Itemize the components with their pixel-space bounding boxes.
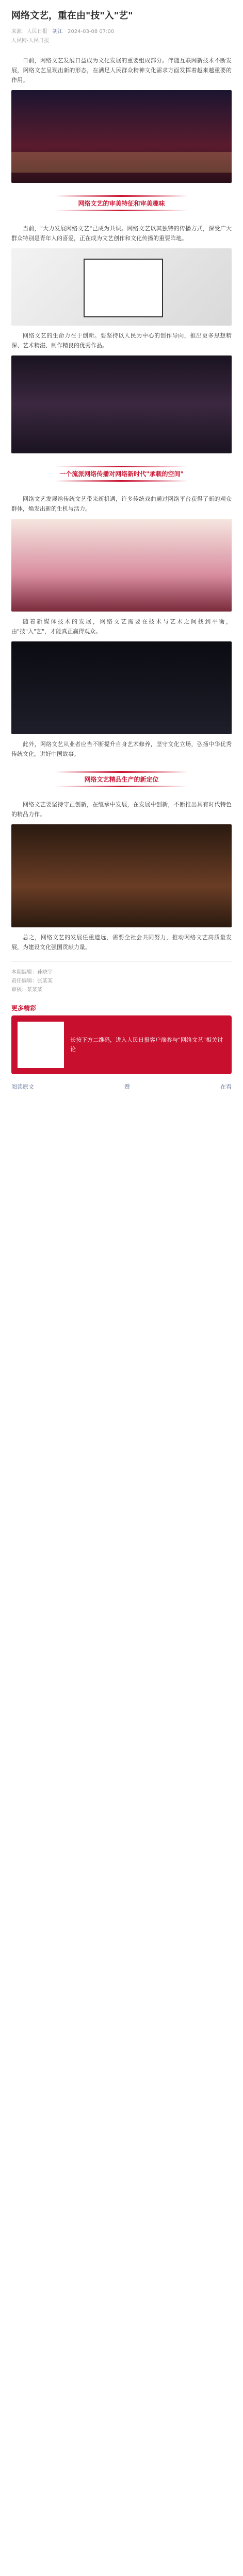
section-heading: 网络文艺精品生产的新定位 [11, 766, 232, 792]
paragraph: 随着新媒体技术的发展，网络文艺需要在技术与艺术之间找到平衡，由"技"入"艺"，才能真正赢得观众。 [11, 618, 232, 635]
read-original-link[interactable]: 阅读原文 [11, 1083, 34, 1090]
qr-code-icon[interactable] [18, 1022, 64, 1068]
editor-line: 本期编辑：孙晓宇 [11, 970, 53, 975]
group-photo [11, 824, 232, 927]
livestream-photo [11, 641, 232, 734]
paragraph: 此外，网络文艺从业者应当不断提升自身艺术修养，坚守文化立场，弘扬中华优秀传统文化，讲好中国故事。 [11, 741, 232, 757]
article-header [0, 0, 243, 50]
performer-photo [11, 519, 232, 612]
article-sub: 人民网·人民日报 [11, 38, 50, 44]
article-title: 网络文艺，重在由"技"入"艺" [11, 10, 133, 21]
paragraph: 当前，"大力发展网络文艺"已成为共识。网络文艺以其独特的传播方式，深受广大群众特别是青年人的喜爱，正在成为文艺创作和文化传播的重要阵地。 [11, 225, 232, 242]
paragraph: 日前，网络文艺发展日益成为文化发展的重要组成部分。伴随互联网新技术不断发展，网络文艺呈现出新的形态，在满足人民群众精神文化需求方面发挥着越来越重要的作用。 [11, 57, 232, 83]
article-author[interactable]: 胡江 [52, 29, 63, 35]
article-meta [11, 28, 232, 45]
promo-box [11, 1004, 232, 1074]
paragraph: 网络文艺的生命力在于创新。要坚持以人民为中心的创作导向，推出更多思想精深、艺术精湛、制作精良的优秀作品。 [11, 332, 232, 349]
article-date: 2024-03-08 07:00 [68, 29, 115, 35]
paragraph: 总之，网络文艺的发展任重道远，需要全社会共同努力，推动网络文艺高质量发展，为建设文化强国贡献力量。 [11, 934, 232, 951]
qr-card[interactable] [11, 1015, 232, 1074]
illustration-photo [11, 248, 232, 326]
section-heading: 网络文艺的审美特征和审美趣味 [11, 190, 232, 216]
promo-heading: 更多精彩 [11, 1005, 37, 1012]
paragraph: 网络文艺要坚持守正创新，在继承中发展，在发展中创新，不断推出具有时代特色的精品力作。 [11, 801, 232, 818]
editor-line: 责任编辑：张某某 [11, 978, 53, 984]
editor-info [11, 961, 232, 994]
article-actions [11, 1082, 232, 1091]
article-source: 来源：人民日报 [11, 29, 47, 35]
paragraph: 网络文艺发展给传统文艺带来新机遇，许多传统戏曲通过网络平台获得了新的观众群体，焕发出新的生机与活力。 [11, 496, 232, 512]
editor-line: 审核：某某某 [11, 987, 42, 993]
wow-button[interactable]: 在看 [220, 1083, 232, 1090]
stage-photo [11, 90, 232, 183]
like-button[interactable]: 赞 [124, 1083, 130, 1090]
section-heading: 一个流派网络传播对网络新时代"承载的空间" [11, 461, 232, 487]
opera-photo [11, 355, 232, 453]
qr-text: 长按下方二维码，进入人民日报客户端参与"网络文艺"相关讨论 [70, 1037, 223, 1053]
